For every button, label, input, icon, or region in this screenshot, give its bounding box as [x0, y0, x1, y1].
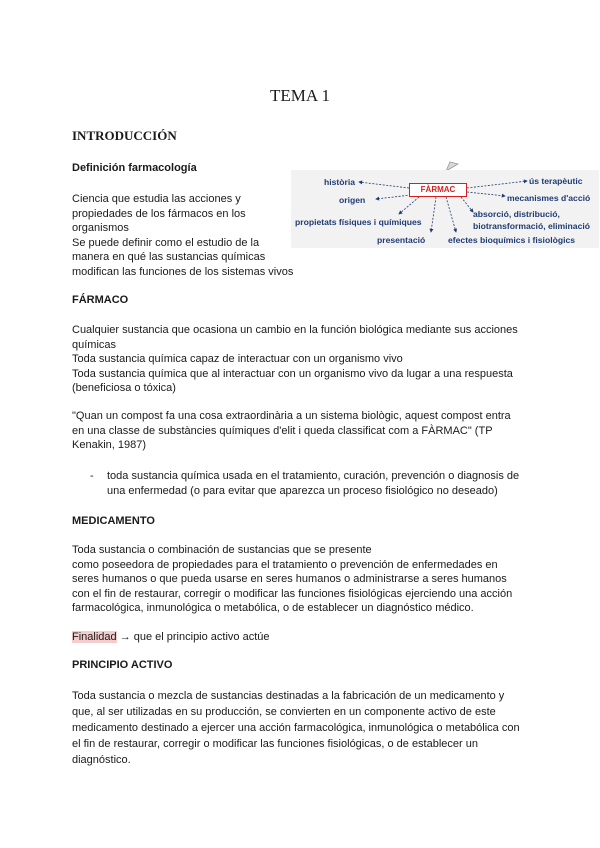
text-line: seres humanos o que pueda usarse en seres humanos o administrarse a seres humanos [72, 573, 507, 585]
text-line: una enfermedad (o para evitar que aparezca un proceso fisiológico no deseado) [107, 484, 498, 497]
subheading-definicion: Definición farmacología [72, 162, 197, 174]
text-line: Toda sustancia química que al interactuar con un organismo vivo da lugar a una respuesta [72, 367, 513, 380]
label-propietats: propietats físiques i químiques [295, 217, 422, 227]
text-line: Toda sustancia o combinación de sustancias que se presente [72, 544, 372, 556]
heading-principio-activo: PRINCIPIO ACTIVO [72, 659, 173, 671]
finalidad-text: → que el principio activo actúe [116, 631, 270, 643]
text-line: diagnóstico. [72, 754, 131, 766]
label-efectes: efectes bioquímics i fisiològics [448, 235, 576, 245]
text-line: Toda sustancia química capaz de interactuar con un organismo vivo [72, 353, 403, 365]
text-line: organismos [72, 222, 129, 234]
arrow-us [467, 181, 527, 188]
medicamento-paragraph [72, 543, 542, 616]
text-line: Se puede definir como el estudio de la [72, 236, 260, 249]
label-historia: història [324, 177, 356, 187]
farmaco-bullet [107, 469, 537, 498]
text-line: propiedades de los fármacos en los [72, 207, 246, 220]
text-line: con el fin de restaurar, corregir o modificar las funciones fisiológicas ejerciendo una acción [72, 587, 513, 600]
text-line: químicas [72, 338, 117, 351]
text-line: como poseedora de propiedades para el tratamiento o prevención de enfermedades en [72, 558, 498, 571]
text-line: Toda sustancia o mezcla de sustancias destinadas a la fabricación de un medicamento y [72, 690, 505, 702]
arrow-absorcio [461, 197, 473, 212]
definicion-paragraph [72, 192, 297, 279]
arrow-mecanismes [467, 192, 505, 196]
farmaco-definitions [72, 323, 532, 396]
text-line: Ciencia que estudia las acciones y [72, 193, 241, 205]
label-origen: origen [339, 195, 366, 205]
text-line: manera en qué las sustancias químicas [72, 251, 266, 263]
label-mecanismes: mecanismes d'acció [507, 193, 591, 203]
farmac-diagram [291, 170, 599, 248]
label-absorcio-1: absorció, distribució, [473, 209, 560, 219]
text-line: farmacológica, inmunológica o metabólica, o de establecer un diagnóstico médico. [72, 602, 474, 614]
farmac-center-box: FÀRMAC [409, 183, 467, 197]
text-line: "Quan un compost fa una cosa extraordinària a un sistema biològic, aquest compost entra [72, 410, 511, 422]
heading-medicamento: MEDICAMENTO [72, 515, 155, 527]
text-line: (beneficiosa o tóxica) [72, 382, 176, 394]
text-line: en una classe de substàncies químiques d'elit i queda classificat com a FÀRMAC" (TP [72, 424, 493, 437]
kenakin-quote [72, 409, 532, 453]
heading-introduccion: INTRODUCCIÓN [72, 128, 177, 143]
page-title: TEMA 1 [270, 86, 330, 105]
text-line: Kenakin, 1987) [72, 439, 146, 451]
arrow-efectes [446, 197, 456, 232]
label-absorcio-2: biotransformació, eliminació [473, 221, 590, 231]
finalidad-line [72, 630, 270, 645]
text-line: el fin de restaurar, corregir o modificar las funciones fisiológicas, o de establecer un [72, 738, 478, 750]
principio-paragraph [72, 688, 542, 768]
label-us-terapeutic: ús terapèutic [529, 176, 583, 186]
text-line: medicamento destinado a ejercer una acción farmacológica, inmunológica o metabólica con [72, 722, 520, 734]
bullet-dash: - [90, 470, 94, 482]
text-line: modifican las funciones de los sistemas vivos [72, 265, 294, 278]
text-line: que, al ser utilizadas en su producción, se convierten en un componente activo de este [72, 706, 496, 718]
finalidad-highlight: Finalidad [72, 631, 117, 643]
heading-farmaco: FÁRMACO [72, 294, 129, 306]
label-presentacio: presentació [377, 235, 426, 245]
arrow-historia [359, 182, 409, 188]
arrow-origen [376, 195, 411, 199]
arrow-propietats [399, 197, 419, 214]
text-line: toda sustancia química usada en el tratamiento, curación, prevención o diagnosis de [107, 470, 520, 482]
text-line: Cualquier sustancia que ocasiona un cambio en la función biológica mediante sus acciones [72, 324, 518, 336]
arrow-presentacio [431, 197, 436, 232]
